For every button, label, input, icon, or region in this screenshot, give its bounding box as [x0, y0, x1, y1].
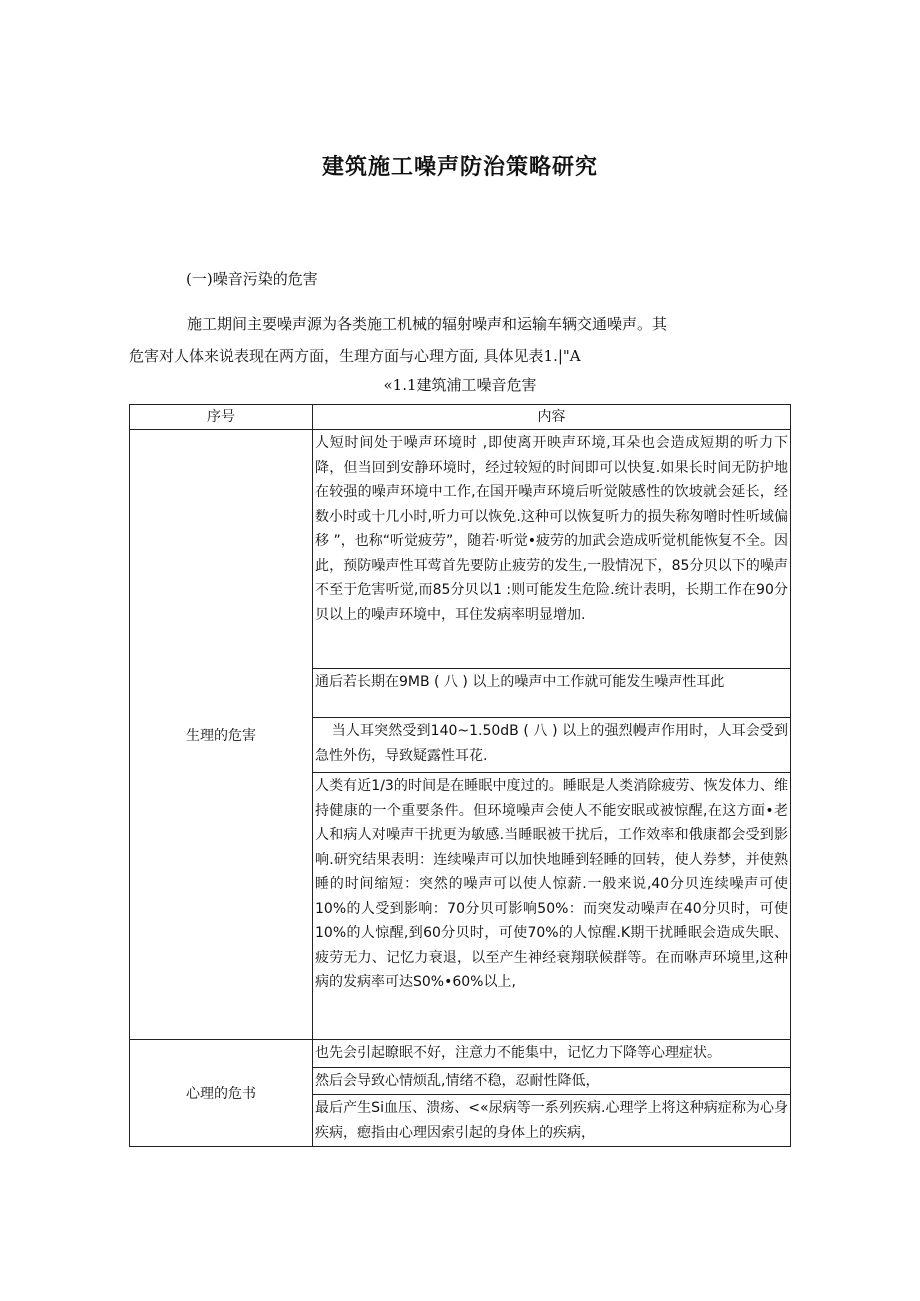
category-psychological: 心理的危书 — [130, 1040, 313, 1147]
header-index: 序号 — [130, 405, 313, 430]
table-row — [130, 1040, 791, 1068]
table-header-row — [130, 405, 791, 430]
table-cell: 当人耳突然受到140~1.50dB ( 八 ) 以上的强烈幔声作用时，人耳会受到急性外伤，导致疑露性耳花. — [313, 718, 791, 773]
hazard-table — [129, 404, 791, 1147]
category-physiological: 生理的危害 — [130, 430, 313, 1040]
table-cell: 然后会导致心情烦乱,情绪不稳，忍耐性降低， — [313, 1067, 791, 1095]
header-content: 内容 — [313, 405, 791, 430]
table-cell: 通后若长期在9MB ( 八 ) 以上的噪声中工作就可能发生噪声性耳此 — [313, 669, 791, 718]
paragraph-line: 施工期间主要噪声源为各类施工机械的辐射噪声和运输车辆交通噪声。其 — [187, 315, 668, 333]
intro-paragraph — [129, 308, 769, 372]
table-cell: 最后产生Si血压、溃疡、<«尿病等一系列疾病.心理学上将这种病症称为心身疾病，瘛指由心理因索引起的身体上的疾病， — [313, 1095, 791, 1147]
document-title: 建筑施工噪声防治策略研究 — [321, 155, 598, 180]
section-heading: (一)噪音污染的危害 — [186, 270, 318, 288]
table-cell: 也先会引起瞭眠不好，注意力不能集中，记忆力下降等心理症状。 — [313, 1040, 791, 1068]
table-cell: 人短时间处于噪声环境时 ,即使离开映声环境,耳朵也会造成短期的听力下降，但当回到安静环境时，经过较短的时间即可以快复.如果长时间无防护地在较强的噪声环境中工作,在国开噪声环境后听觉陂感性的饮坡就会延长，经数小时或十几小时,听力可以恢免.这种可以恢复听力的损失称匆噌时性听域偏移 ”，也称“听觉疲劳”，随若·听觉•疲劳的加武会造成听觉机能恢复不全。因此，预防噪声性耳莺首先要防止疲劳的发生,一股情况下，85分贝以下的噪声不至于危害听觉,而85分贝以1 :则可能发生危险.统计表明，长期工作在90分贝以上的噪声环境中，耳住发病率明显增加. — [313, 430, 791, 669]
table-caption: «1.1建筑浦工噪音危害 — [383, 376, 537, 394]
table-cell: 人类有近1/3的时间是在睡眠中度过的。睡眠是人类消除疲劳、恢发体力、维持健康的一个重要条件。但环境噪声会使人不能安眠或被惊醒,在这方面•老人和病人对噪声干扰更为敏感.当睡眠被干扰后，工作效率和俄康都会受到影响.研究结果表明：连续噪声可以加快地睡到轻睡的回转，使人券梦，并使熟睡的时间缩短：突然的噪声可以使人惊薪.一般来说,40分贝连续噪声可使10%的人受到影响：70分贝可影响50%：而突发动噪声在40分贝时，可使10%的人惊醒,到60分贝时，可使70%的人惊醒.K期干扰睡眠会造成失眠、疲劳无力、记忆力衰退，以至产生神经衰翔联候群等。在而咻声环境里,这种病的发病率可达S0%•60%以上, — [313, 773, 791, 1040]
paragraph-line: 危害对人体来说表现在两方面，生理方面与心理方面, 具体见表1.|"A — [129, 347, 581, 365]
table-row — [130, 430, 791, 669]
